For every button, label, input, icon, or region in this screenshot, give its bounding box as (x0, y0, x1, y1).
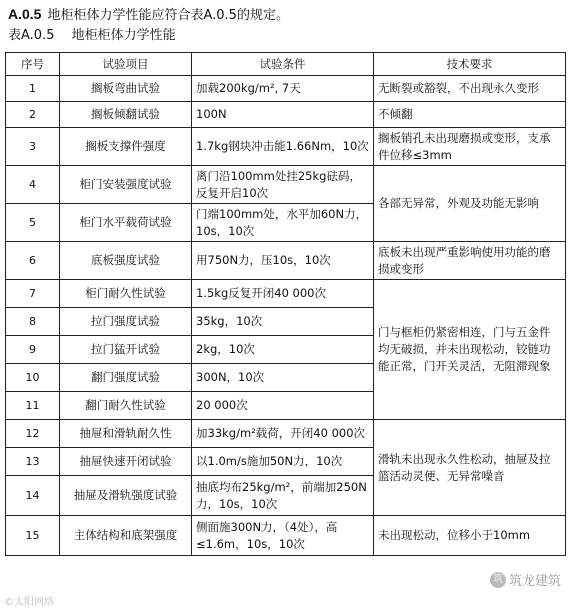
table-row (6, 242, 566, 280)
clause-number: A.0.5 (8, 6, 42, 22)
row-number: 7 (6, 280, 60, 308)
row-number: 15 (6, 516, 60, 556)
brand-logo-icon: 筑 (490, 572, 506, 588)
table-row (6, 76, 566, 102)
table-row (6, 420, 566, 448)
technical-requirement-merged: 门与框柜仍紧密相连，门与五金件均无破损，并未出现松动，铰链功能正常，门开关灵活，无阻滞现象 (374, 280, 566, 420)
header-condition: 试验条件 (192, 53, 374, 76)
row-number: 9 (6, 336, 60, 364)
row-number: 8 (6, 308, 60, 336)
test-item: 翻门耐久性试验 (60, 392, 192, 420)
test-condition: 35kg，10次 (192, 308, 374, 336)
clause-text: 地柜柜体力学性能应符合表A.0.5的规定。 (47, 8, 289, 23)
clause-heading (8, 5, 289, 25)
test-item: 底板强度试验 (60, 242, 192, 280)
technical-requirement: 底板未出现严重影响使用功能的磨损或变形 (374, 242, 566, 280)
test-item: 抽屉快速开闭试验 (60, 448, 192, 476)
table-row (6, 516, 566, 556)
test-condition: 用750N力，压10s，10次 (192, 242, 374, 280)
test-condition: 300N，10次 (192, 364, 374, 392)
test-item: 搁板支撑件强度 (60, 128, 192, 166)
brand-name: 筑龙建筑 (508, 574, 561, 589)
test-item: 翻门强度试验 (60, 364, 192, 392)
test-item: 柜门水平载荷试验 (60, 204, 192, 242)
row-number: 13 (6, 448, 60, 476)
test-item: 拉门强度试验 (60, 308, 192, 336)
row-number: 2 (6, 102, 60, 128)
test-condition: 加33kg/m²载荷，开闭40 000次 (192, 420, 374, 448)
test-condition: 离门沿100mm处挂25kg砝码，反复开启10次 (192, 166, 374, 204)
test-condition: 100N (192, 102, 374, 128)
table-row (6, 280, 566, 308)
test-condition: 加载200kg/m², 7天 (192, 76, 374, 102)
test-condition: 20 000次 (192, 392, 374, 420)
test-item: 拉门猛开试验 (60, 336, 192, 364)
table-caption: 表A.0.5 地柜柜体力学性能 (8, 28, 176, 43)
test-condition: 抽底均布25kg/m²，前端加250N力，10s，10次 (192, 476, 374, 516)
technical-requirement: 搁板销孔未出现磨损或变形，支承件位移≤3mm (374, 128, 566, 166)
row-number: 12 (6, 420, 60, 448)
row-number: 14 (6, 476, 60, 516)
table-row (6, 102, 566, 128)
row-number: 3 (6, 128, 60, 166)
test-condition: 侧面施300N力，（4处），高≤1.6m，10s，10次 (192, 516, 374, 556)
row-number: 10 (6, 364, 60, 392)
test-condition: 1.7kg钢块冲击能1.66Nm，10次 (192, 128, 374, 166)
technical-requirement: 无断裂或豁裂，不出现永久变形 (374, 76, 566, 102)
table-header-row (6, 53, 566, 76)
test-item: 抽屉和滑轨耐久性 (60, 420, 192, 448)
test-condition: 2kg，10次 (192, 336, 374, 364)
test-condition: 门端100mm处，水平加60N力，10s，10次 (192, 204, 374, 242)
header-requirement: 技术要求 (374, 53, 566, 76)
table-row (6, 128, 566, 166)
test-condition: 1.5kg反复开闭40 000次 (192, 280, 374, 308)
test-item: 柜门耐久性试验 (60, 280, 192, 308)
test-item: 主体结构和底架强度 (60, 516, 192, 556)
test-item: 抽屉及滑轨强度试验 (60, 476, 192, 516)
test-item: 搁板弯曲试验 (60, 76, 192, 102)
row-number: 11 (6, 392, 60, 420)
row-number: 4 (6, 166, 60, 204)
table-row (6, 166, 566, 204)
test-condition: 以1.0m/s施加50N力，10次 (192, 448, 374, 476)
row-number: 6 (6, 242, 60, 280)
row-number: 1 (6, 76, 60, 102)
copyright-watermark: ©太阳网络 (4, 597, 54, 608)
header-no: 序号 (6, 53, 60, 76)
technical-requirement: 不倾翻 (374, 102, 566, 128)
technical-requirement-merged: 滑轨未出现永久性松动，抽屉及拉篮活动灵便、无异常噪音 (374, 420, 566, 516)
test-item: 搁板倾翻试验 (60, 102, 192, 128)
technical-requirement-merged: 各部无异常，外观及功能无影响 (374, 166, 566, 242)
brand-watermark (490, 570, 561, 589)
technical-requirement: 未出现松动，位移小于10mm (374, 516, 566, 556)
mechanical-performance-table (5, 52, 566, 556)
row-number: 5 (6, 204, 60, 242)
test-item: 柜门安装强度试验 (60, 166, 192, 204)
header-item: 试验项目 (60, 53, 192, 76)
